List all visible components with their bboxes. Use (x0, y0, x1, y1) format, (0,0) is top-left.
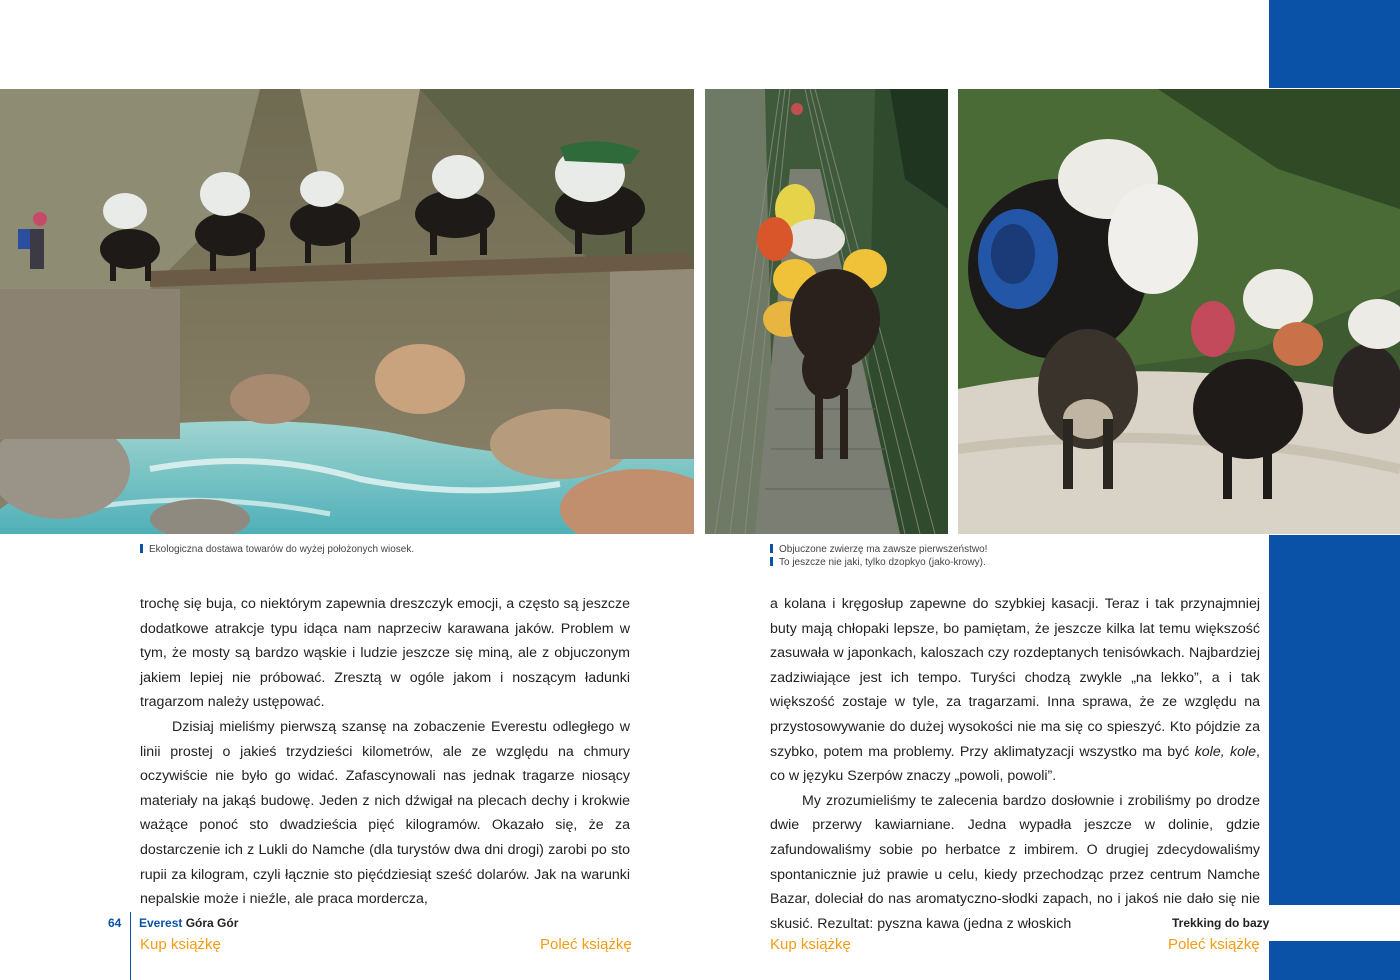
paragraph (770, 592, 1260, 789)
caption-marker (770, 557, 773, 566)
paragraph-text: a kolana i kręgosłup zapewne do szybkiej kasacji. Teraz i tak przynajmniej buty mają chłopaki lepsze, bo pamiętam, że jeszcze kilka lat temu większość zasuwała w japonkach, kaloszach czy rozdeptanych tenisówkach. Najbardziej zadziwiające jest ich tempo. Turyści chodzą zwykle „na lekko”, a i tak większość zostaje w tyle, za tragarzami. Inna sprawa, że ze względu na przystosowywanie do dużej wysokości nie ma się co spieszyć. Kto pójdzie za szybko, potem ma problemy. Przy aklimatyzacji wszystko ma być (770, 596, 1260, 760)
buy-book-link-left[interactable]: Kup książkę (140, 936, 221, 953)
recommend-book-link-left[interactable]: Poleć książkę (540, 936, 632, 953)
page-edge-tab-top (1269, 0, 1400, 88)
running-title-left (139, 916, 238, 930)
paragraph: trochę się buja, co niektórym zapewnia dreszczyk emocji, a często są jeszcze dodatkowe atrakcje typu idąca nam naprzeciw karawana jaków. Problem w tym, że mosty są bardzo wąskie i ludzie jeszcze się miną, ale z objuczonym jakiem lepiej nie próbować. Zresztą w ogóle jakom i noszącym ładunki tragarzom należy ustępować. (140, 596, 630, 711)
caption-text: To jeszcze nie jaki, tylko dzopkyo (jako-krowy). (779, 557, 986, 568)
body-column-left (140, 592, 630, 912)
running-title-rest: Góra Gór (182, 916, 239, 930)
caption-text: Objuczone zwierzę ma zawsze pierwszeństwo! (779, 544, 988, 555)
body-column-right (770, 592, 1260, 936)
buy-book-link-right[interactable]: Kup książkę (770, 936, 851, 953)
page-number-right: 65 (1279, 916, 1293, 930)
paragraph: Dzisiaj mieliśmy pierwszą szansę na zobaczenie Everestu odległego w linii prostej o jakieś trzydzieści kilometrów, ale ze względu na chmury oczywiście nie było go widać. Zafascynowali nas jednak tragarze niosący materiały na jakąś budowę. Jeden z nich dźwigał na plecach dechy i krokwie ważące ponoć sto dwadzieścia pięć kilogramów. Okazało się, że za dostarczenie ich z Lukli do Namche (dla turystów dwa dni drogi) zarobi po sto rupii za kilogram, czyli łącznie sto pięćdziesiąt sześć dolarów. Jak na warunki nepalskie może i nieźle, ale praca mordercza, (140, 718, 630, 908)
photo-caption-left (140, 543, 414, 556)
footer-divider-left (130, 912, 131, 980)
emphasis-text: kole, kole (1194, 743, 1257, 760)
photo-yaks-with-barrels (958, 89, 1400, 534)
photo-caption-right (770, 543, 987, 569)
paragraph-text: , co w języku Szerpów znaczy „powoli, powoli”. (770, 743, 1260, 785)
photo-suspension-bridge (705, 89, 948, 534)
running-title-right: Trekking do bazy (1172, 916, 1270, 930)
caption-marker (770, 544, 773, 553)
caption-marker (140, 544, 143, 553)
caption-text: Ekologiczna dostawa towarów do wyżej położonych wiosek. (149, 544, 415, 555)
page-number-left: 64 (108, 916, 122, 930)
running-title-accent: Everest (139, 916, 183, 930)
photo-yaks-on-bridge (0, 89, 694, 534)
paragraph: My zrozumieliśmy te zalecenia bardzo dosłownie i zrobiliśmy po drodze dwie przerwy kawiarniane. Jedna wypadła jeszcze w dolinie, gdzie zafundowaliśmy sobie po herbatce z imbirem. O drugiej zdecydowaliśmy spontanicznie już prawie u celu, kiedy przechodząc przez centrum Namche Bazar, doleciał do nas aromatyczno-słodki zapach, no i jakoś nie dało się nie skusić. Rezultat: pyszna kawa (jedna z włoskich (770, 792, 1260, 932)
recommend-book-link-right[interactable]: Poleć książkę (1168, 936, 1260, 953)
